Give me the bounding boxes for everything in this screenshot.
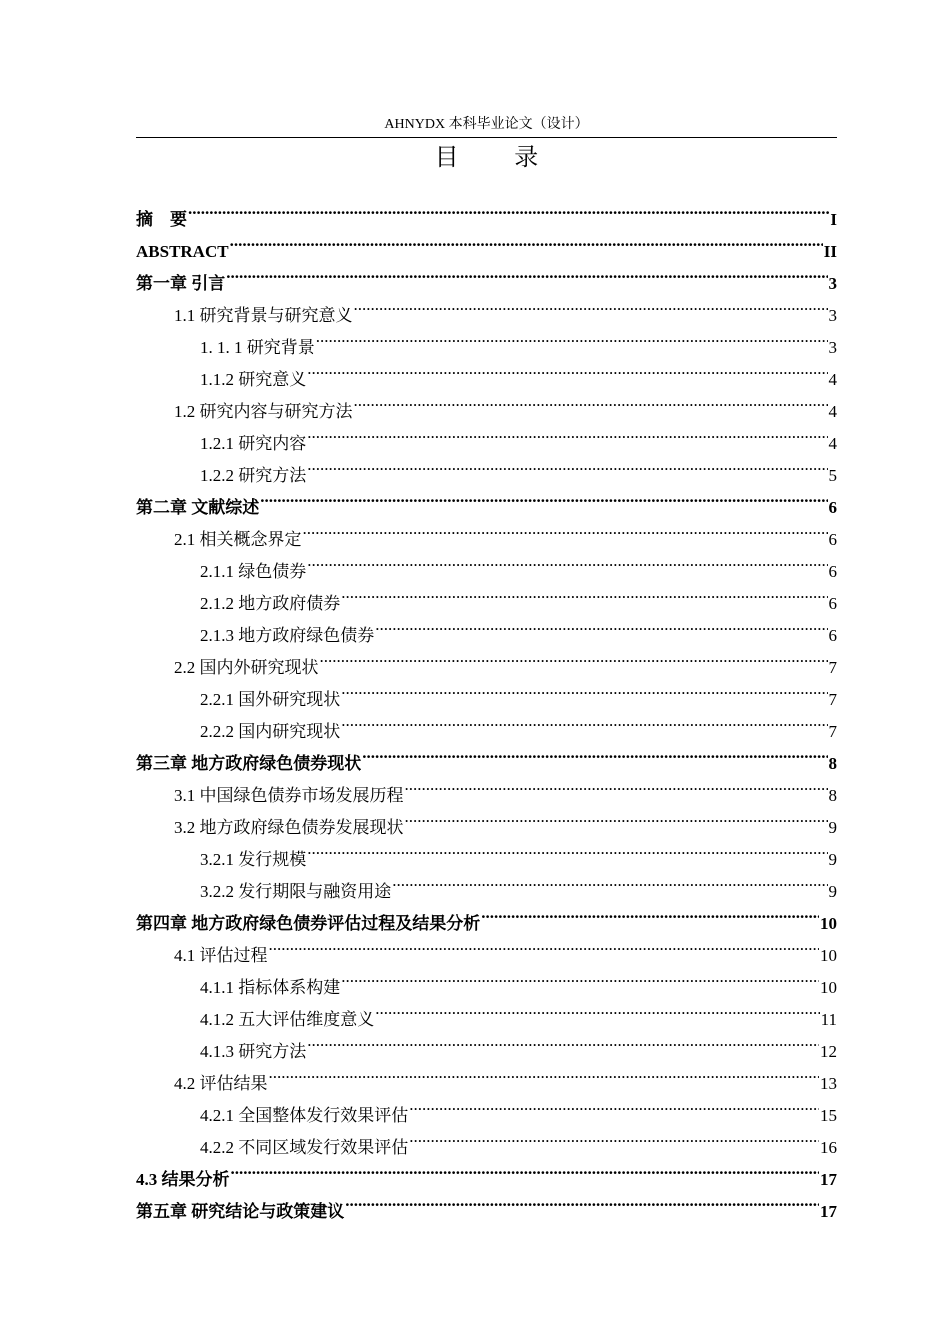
toc-leader-dots bbox=[341, 673, 827, 705]
toc-entry-page-number: I bbox=[830, 210, 837, 229]
toc-entry-page-number: 16 bbox=[820, 1138, 837, 1157]
toc-entry-page-number: 10 bbox=[820, 946, 837, 965]
toc-leader-dots bbox=[269, 929, 820, 961]
toc-entry-page-number: 5 bbox=[828, 466, 837, 485]
table-of-contents bbox=[136, 193, 837, 1221]
toc-leader-dots bbox=[375, 993, 819, 1025]
toc-entry-label: 2.2.2 国内研究现状 bbox=[200, 722, 341, 741]
toc-entry[interactable] bbox=[136, 225, 837, 261]
toc-entry-page-number: 13 bbox=[820, 1074, 837, 1093]
toc-entry-label: 4.2.2 不同区域发行效果评估 bbox=[200, 1138, 409, 1157]
toc-entry-page-number: 3 bbox=[828, 274, 837, 293]
toc-leader-dots bbox=[269, 1057, 820, 1089]
toc-entry[interactable] bbox=[136, 289, 837, 325]
header-rule bbox=[136, 137, 837, 138]
toc-entry-page-number: 7 bbox=[828, 690, 837, 709]
toc-leader-dots bbox=[341, 961, 819, 993]
toc-entry-page-number: 12 bbox=[820, 1042, 837, 1061]
toc-entry-label: 1. 1. 1 研究背景 bbox=[200, 338, 315, 357]
toc-leader-dots bbox=[354, 385, 828, 417]
toc-leader-dots bbox=[307, 449, 827, 481]
toc-title: 目 录 bbox=[434, 143, 563, 171]
toc-leader-dots bbox=[307, 545, 827, 577]
toc-leader-dots bbox=[307, 417, 827, 449]
toc-entry[interactable] bbox=[136, 193, 837, 229]
toc-leader-dots bbox=[362, 737, 827, 769]
toc-entry-page-number: 9 bbox=[828, 850, 837, 869]
toc-entry[interactable] bbox=[136, 257, 837, 293]
toc-leader-dots bbox=[409, 1089, 819, 1121]
toc-leader-dots bbox=[409, 1121, 819, 1153]
toc-entry-page-number: 6 bbox=[828, 562, 837, 581]
toc-entry-page-number: 3 bbox=[828, 306, 837, 325]
page-header: AHNYDX 本科毕业论文（设计） bbox=[384, 117, 589, 132]
toc-leader-dots bbox=[354, 289, 828, 321]
toc-entry-label: 3.2.1 发行规模 bbox=[200, 850, 307, 869]
toc-entry-label: 2.1 相关概念界定 bbox=[174, 530, 302, 549]
toc-entry-label: 2.1.3 地方政府绿色债券 bbox=[200, 626, 375, 645]
toc-entry-label: 2.2.1 国外研究现状 bbox=[200, 690, 341, 709]
toc-entry-label: 4.1.3 研究方法 bbox=[200, 1042, 307, 1061]
toc-entry-page-number: 6 bbox=[828, 498, 837, 517]
toc-entry-label: 3.2 地方政府绿色债券发展现状 bbox=[174, 818, 404, 837]
toc-entry-label: 4.3 结果分析 bbox=[136, 1170, 230, 1189]
toc-leader-dots bbox=[345, 1185, 819, 1217]
toc-entry-page-number: 15 bbox=[820, 1106, 837, 1125]
toc-entry-label: 第四章 地方政府绿色债券评估过程及结果分析 bbox=[136, 914, 481, 933]
toc-entry-label: 3.1 中国绿色债券市场发展历程 bbox=[174, 786, 404, 805]
toc-entry-label: 第一章 引言 bbox=[136, 274, 226, 293]
toc-entry-label: 第二章 文献综述 bbox=[136, 498, 260, 517]
toc-entry-page-number: 9 bbox=[828, 882, 837, 901]
toc-entry-label: 1.2 研究内容与研究方法 bbox=[174, 402, 353, 421]
toc-leader-dots bbox=[303, 513, 828, 545]
toc-entry-label: 第五章 研究结论与政策建议 bbox=[136, 1202, 345, 1221]
toc-entry-label: 1.1 研究背景与研究意义 bbox=[174, 306, 353, 325]
toc-entry-label: ABSTRACT bbox=[136, 242, 229, 261]
toc-entry-label: 4.1.2 五大评估维度意义 bbox=[200, 1010, 375, 1029]
toc-entry-page-number: 6 bbox=[828, 594, 837, 613]
toc-entry-page-number: 8 bbox=[828, 786, 837, 805]
toc-leader-dots bbox=[307, 1025, 819, 1057]
toc-leader-dots bbox=[341, 577, 827, 609]
toc-entry-label: 1.2.1 研究内容 bbox=[200, 434, 307, 453]
toc-entry-page-number: 6 bbox=[828, 530, 837, 549]
toc-leader-dots bbox=[307, 353, 827, 385]
toc-entry-page-number: 4 bbox=[828, 370, 837, 389]
toc-entry-page-number: II bbox=[823, 242, 837, 261]
toc-entry-page-number: 3 bbox=[828, 338, 837, 357]
toc-leader-dots bbox=[188, 193, 829, 225]
toc-entry-page-number: 7 bbox=[828, 658, 837, 677]
toc-entry-page-number: 17 bbox=[820, 1170, 837, 1189]
toc-entry-page-number: 9 bbox=[828, 818, 837, 837]
toc-leader-dots bbox=[230, 225, 823, 257]
toc-entry-page-number: 10 bbox=[820, 978, 837, 997]
toc-leader-dots bbox=[481, 897, 819, 929]
toc-leader-dots bbox=[320, 641, 828, 673]
toc-entry-label: 2.1.1 绿色债券 bbox=[200, 562, 307, 581]
toc-entry-label: 1.1.2 研究意义 bbox=[200, 370, 307, 389]
toc-entry-label: 4.2.1 全国整体发行效果评估 bbox=[200, 1106, 409, 1125]
toc-leader-dots bbox=[231, 1153, 820, 1185]
toc-leader-dots bbox=[405, 769, 828, 801]
toc-entry-label: 1.2.2 研究方法 bbox=[200, 466, 307, 485]
toc-leader-dots bbox=[375, 609, 827, 641]
toc-entry-page-number: 4 bbox=[828, 434, 837, 453]
toc-leader-dots bbox=[392, 865, 827, 897]
toc-leader-dots bbox=[316, 321, 828, 353]
toc-entry[interactable] bbox=[136, 1153, 837, 1189]
toc-entry[interactable] bbox=[136, 1185, 837, 1221]
toc-entry-label: 4.1.1 指标体系构建 bbox=[200, 978, 341, 997]
toc-leader-dots bbox=[341, 705, 827, 737]
toc-entry-label: 4.1 评估过程 bbox=[174, 946, 268, 965]
toc-leader-dots bbox=[307, 833, 827, 865]
toc-entry-label: 2.1.2 地方政府债券 bbox=[200, 594, 341, 613]
toc-entry-page-number: 4 bbox=[828, 402, 837, 421]
toc-entry-label: 3.2.2 发行期限与融资用途 bbox=[200, 882, 392, 901]
toc-entry-page-number: 10 bbox=[820, 914, 837, 933]
toc-leader-dots bbox=[405, 801, 828, 833]
toc-entry-page-number: 11 bbox=[820, 1010, 837, 1029]
toc-entry-page-number: 8 bbox=[828, 754, 837, 773]
toc-leader-dots bbox=[226, 257, 827, 289]
toc-entry-page-number: 6 bbox=[828, 626, 837, 645]
toc-entry-label: 4.2 评估结果 bbox=[174, 1074, 268, 1093]
toc-entry-label: 第三章 地方政府绿色债券现状 bbox=[136, 754, 362, 773]
toc-leader-dots bbox=[260, 481, 827, 513]
toc-entry-page-number: 7 bbox=[828, 722, 837, 741]
toc-entry-page-number: 17 bbox=[820, 1202, 837, 1221]
toc-entry-label: 2.2 国内外研究现状 bbox=[174, 658, 319, 677]
toc-entry-label: 摘 要 bbox=[136, 210, 187, 229]
